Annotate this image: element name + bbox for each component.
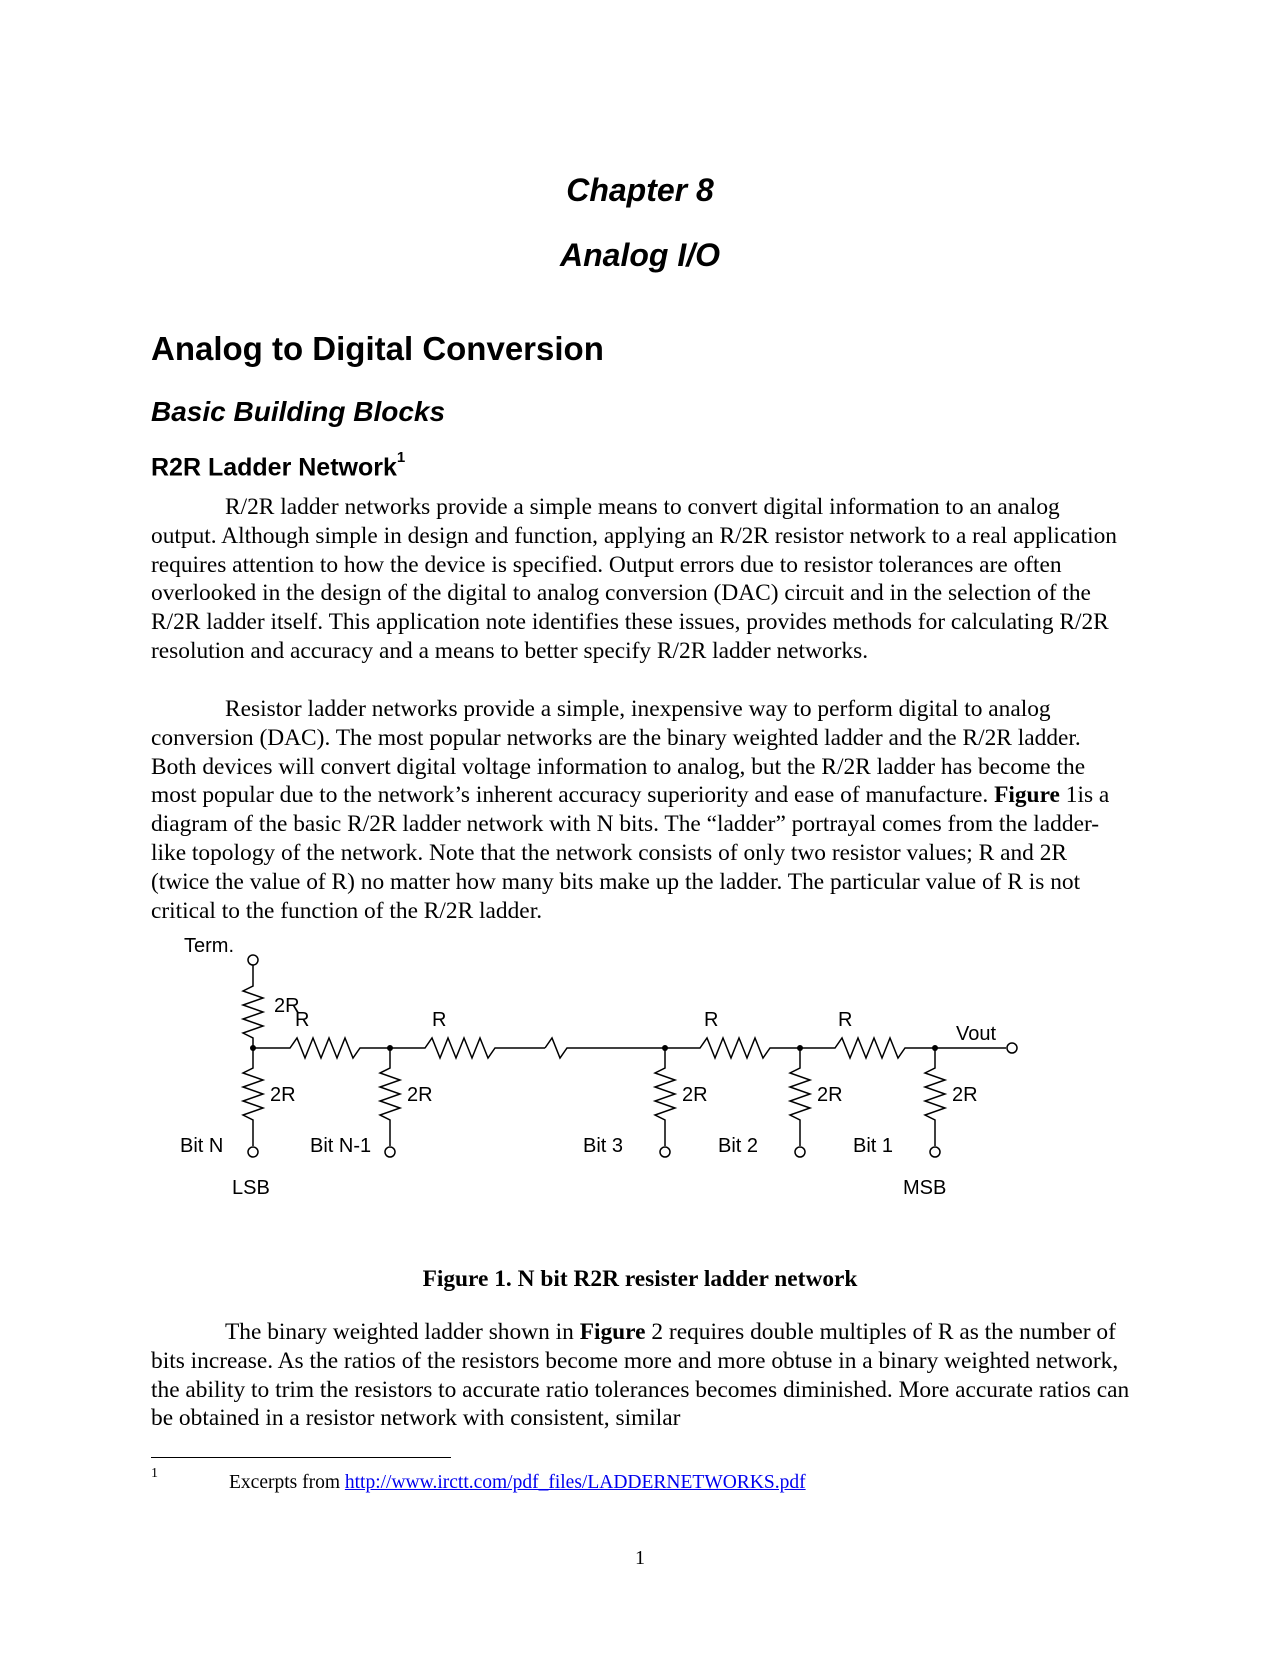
shunt-label-2: 2R bbox=[407, 1084, 433, 1106]
bit-label-n: Bit N bbox=[180, 1135, 224, 1157]
figure-reference: Figure bbox=[579, 1319, 646, 1345]
footnote-link[interactable]: http://www.irctt.com/pdf_files/LADDERNETWORKS.pdf bbox=[344, 1472, 806, 1493]
series-resistor-4 bbox=[800, 1038, 935, 1058]
paragraph-2-after: 1is a diagram of the basic R/2R ladder network with N bits. The “ladder” portrayal comes from the ladder-like topology of the network. Note that the network consists of only two resistor values; R and 2R (twice the value of R) no matter how many bits make up the ladder. The particular value of R is not critical to the function of the R/2R ladder. bbox=[151, 782, 1110, 924]
bit-3-terminal bbox=[660, 1147, 670, 1157]
r2r-ladder-diagram bbox=[170, 928, 1100, 1253]
series-resistor-2 bbox=[390, 1038, 545, 1058]
term-label: Term. bbox=[184, 935, 234, 957]
paragraph-3 bbox=[151, 1318, 1131, 1433]
vout-terminal bbox=[1007, 1043, 1017, 1053]
shunt-label-3: 2R bbox=[682, 1084, 708, 1106]
paragraph-3-text bbox=[151, 1318, 1131, 1433]
paragraph-3-after: 2 requires double multiples of R as the number of bits increase. As the ratios of the resistors become more and more obtuse in a binary weighted network, the ability to trim the resistors to accurate ratio tolerances becomes diminished. More accurate ratios can be obtained in a resistor network with consistent, similar bbox=[151, 1319, 1130, 1432]
top-2r-label: 2R bbox=[274, 995, 300, 1017]
footnote-number: 1 bbox=[151, 1466, 158, 1481]
figure-caption: Figure 1. N bit R2R resister ladder network bbox=[422, 1266, 858, 1292]
footnote-text: Excerpts from bbox=[229, 1472, 341, 1493]
series-label-2: R bbox=[432, 1009, 447, 1031]
shunt-resistor-bit-n bbox=[243, 1048, 263, 1146]
paragraph-2-text bbox=[151, 695, 1131, 925]
bit-1-terminal bbox=[930, 1147, 940, 1157]
shunt-resistor-bit-3 bbox=[655, 1048, 675, 1146]
bit-label-1: Bit 1 bbox=[853, 1135, 894, 1157]
broken-series-link bbox=[545, 1038, 665, 1058]
series-label-4: R bbox=[838, 1009, 853, 1031]
footnote-divider bbox=[151, 1457, 451, 1458]
shunt-label-1: 2R bbox=[270, 1084, 296, 1106]
paragraph-1 bbox=[151, 493, 1131, 666]
series-resistor-1 bbox=[253, 1038, 390, 1058]
shunt-label-4: 2R bbox=[817, 1084, 843, 1106]
figure-reference: Figure bbox=[994, 782, 1060, 809]
shunt-resistor-bit-2 bbox=[790, 1048, 810, 1146]
series-resistor-3 bbox=[665, 1038, 800, 1058]
paragraph-2-before: Resistor ladder networks provide a simple, inexpensive way to perform digital to analog conversion (DAC). The most popular networks are the binary weighted ladder and the R/2R ladder. Both devices will convert digital voltage information to analog, but the R/2R ladder has become the most popular due to the network’s inherent accuracy superiority and ease of manufacture. bbox=[151, 696, 1086, 809]
footnote bbox=[229, 1472, 806, 1494]
bit-label-n-1: Bit N-1 bbox=[310, 1135, 372, 1157]
page-number: 1 bbox=[635, 1547, 645, 1569]
msb-label: MSB bbox=[903, 1177, 947, 1199]
topic-heading-text: R2R Ladder Network bbox=[151, 453, 397, 482]
chapter-title: Chapter 8 bbox=[566, 172, 714, 208]
term-terminal bbox=[248, 955, 258, 965]
footnote-marker[interactable]: 1 bbox=[396, 449, 406, 466]
subsection-heading: Basic Building Blocks bbox=[151, 396, 446, 427]
lsb-label: LSB bbox=[232, 1177, 270, 1199]
paragraph-1-text: R/2R ladder networks provide a simple means to convert digital information to an analog output. Although simple in design and function, applying an R/2R resistor network to a real application requires attention to how the device is specified. Output errors due to resistor tolerances are often overlooked in the design of the digital to analog conversion (DAC) circuit and in the selection of the R/2R ladder itself. This application note identifies these issues, provides methods for calculating R/2R resolution and accuracy and a means to better specify R/2R ladder networks. bbox=[151, 494, 1118, 664]
paragraph-3-before: The binary weighted ladder shown in bbox=[225, 1319, 574, 1345]
vout-label: Vout bbox=[956, 1023, 997, 1045]
chapter-subtitle: Analog I/O bbox=[560, 237, 720, 273]
top-2r-resistor bbox=[243, 965, 263, 1048]
series-label-3: R bbox=[704, 1009, 719, 1031]
bit-n-1-terminal bbox=[385, 1147, 395, 1157]
bit-label-2: Bit 2 bbox=[718, 1135, 759, 1157]
shunt-resistor-bit-n-1 bbox=[380, 1048, 400, 1146]
bit-2-terminal bbox=[795, 1147, 805, 1157]
paragraph-2 bbox=[151, 695, 1131, 925]
topic-heading bbox=[151, 449, 406, 482]
bit-n-terminal bbox=[248, 1147, 258, 1157]
series-label-1: R bbox=[295, 1009, 310, 1031]
section-heading: Analog to Digital Conversion bbox=[151, 330, 604, 367]
bit-label-3: Bit 3 bbox=[583, 1135, 624, 1157]
shunt-label-5: 2R bbox=[952, 1084, 978, 1106]
shunt-resistor-bit-1 bbox=[925, 1048, 945, 1146]
